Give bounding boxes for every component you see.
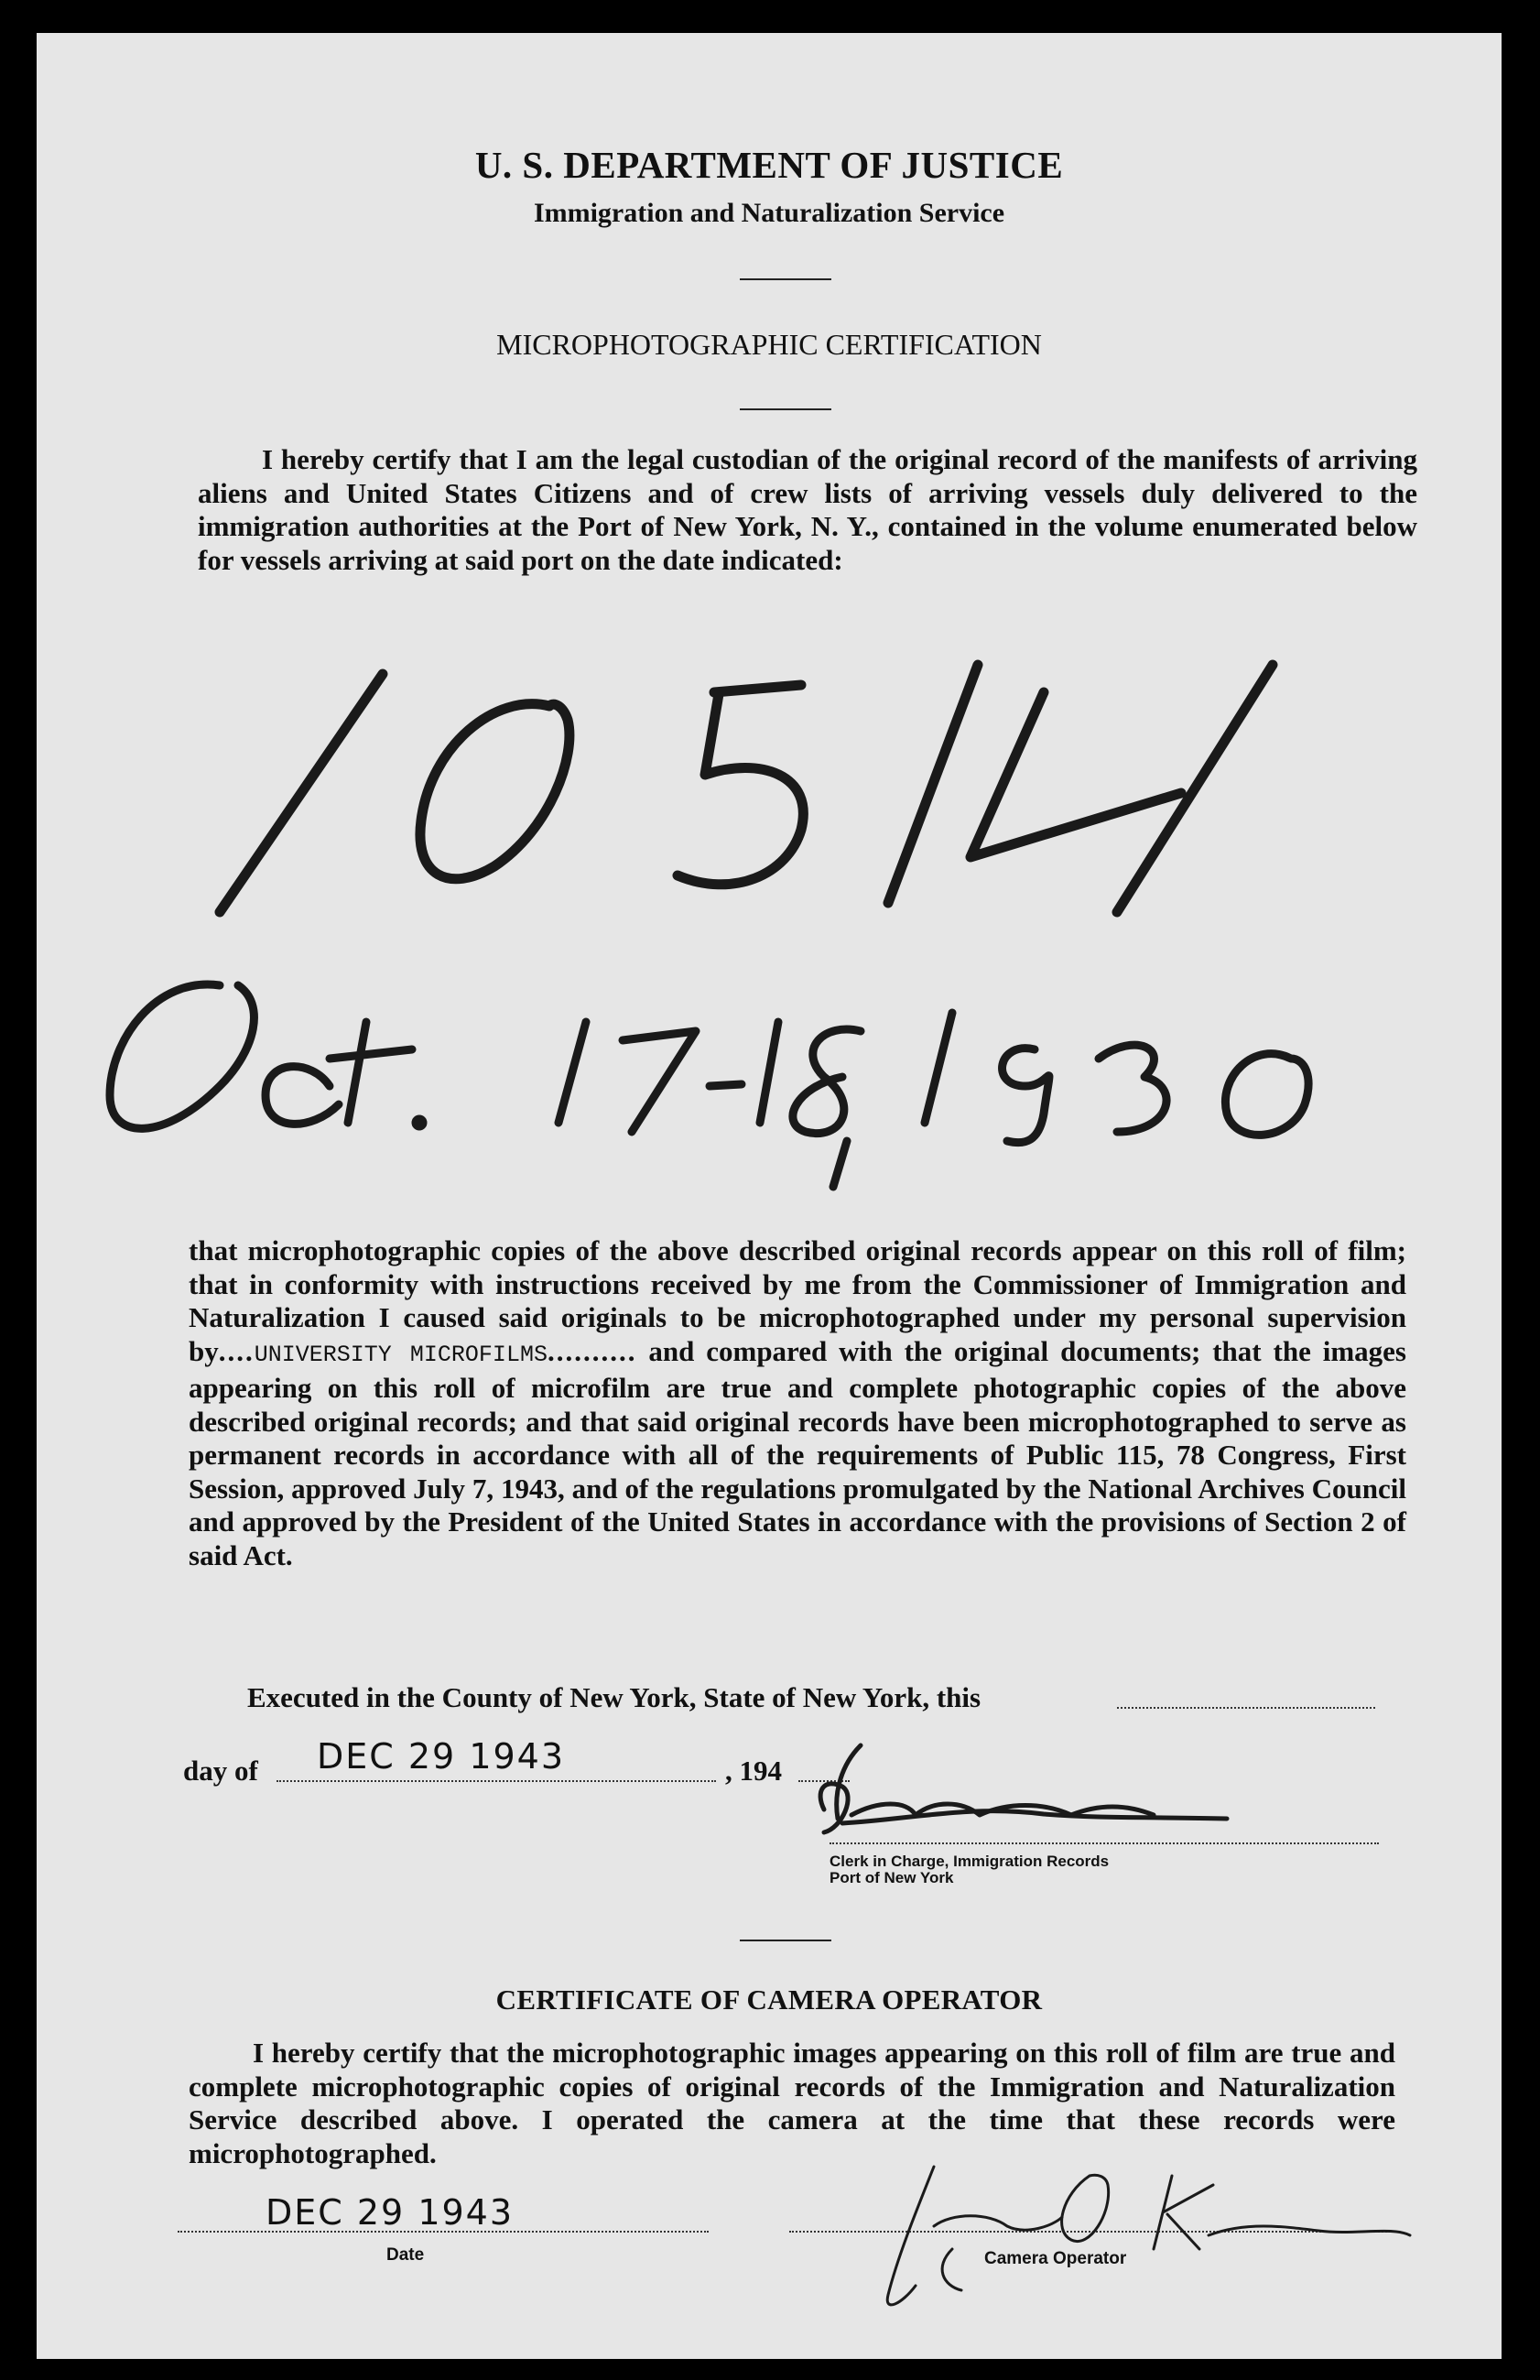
clerk-signature xyxy=(820,1745,1227,1832)
divider xyxy=(740,1940,831,1941)
certification-title: MICROPHOTOGRAPHIC CERTIFICATION xyxy=(496,328,1042,361)
certificate-sheet xyxy=(37,33,1502,2359)
executed-text: Executed in the County of New York, State of New York, this xyxy=(247,1681,981,1713)
executed-day-blank xyxy=(1117,1707,1375,1709)
department-heading: U. S. DEPARTMENT OF JUSTICE xyxy=(474,144,1064,186)
day-of-blank xyxy=(277,1780,716,1782)
clerk-caption xyxy=(830,1853,1109,1886)
microfilm-paragraph-start: that microphotographic copies of the above described original records appear on this roll of film; that in conformity with instructions received by me from the Commissioner of Immigration and Naturalization I caused said originals to be microphotographed under my personal supervision by xyxy=(189,1234,1406,1367)
camera-operator-label: Camera Operator xyxy=(984,2249,1127,2268)
date-label: Date xyxy=(386,2245,425,2265)
day-of-label: day of xyxy=(183,1755,258,1787)
clerk-signature-line xyxy=(830,1842,1379,1844)
clerk-caption-port: Port of New York xyxy=(830,1869,954,1886)
photographer-name: UNIVERSITY MICROFILMS xyxy=(254,1341,548,1368)
microfilm-paragraph: that microphotographic copies of the above described original records appear on this roll of film; that in conformity with instructions received by me from the Commissioner of Immigration and Naturalization I caused said originals to be microphotographed under my personal supervision by....UNIVERSITY MICROFILMS.......... and compared with the original documents; that the images appearing on this roll of microfilm are true and complete photographic copies of the above described original records; and that said original records have been microphotographed to serve as permanent records in accordance with all of the requirements of Public 115, 78 Congress, First Session, approved July 7, 1943, and of the regulations promulgated by the National Archives Council and approved by the President of the United States in accordance with the provisions of Section 2 of said Act. xyxy=(189,1234,1406,1571)
handwritten-volume-number xyxy=(220,665,1273,912)
operator-signature xyxy=(887,2167,1410,2305)
year-field: , 194 xyxy=(725,1755,782,1787)
operator-stamped-date: DEC 29 1943 xyxy=(266,2192,515,2233)
service-subheading: Immigration and Naturalization Service xyxy=(533,198,1005,228)
microfilm-paragraph-end: and compared with the original documents; that the images appearing on this roll of microfilm are true and complete photographic copies of the above described original records; and that said original records have been microphotographed to serve as permanent records in accordance with all of the requirements of Public 115, 78 Congress, First Session, approved July 7, 1943, and of the regulations promulgated by the National Archives Council and approved by the President of the United States in accordance with the provisions of Section 2 of said Act. xyxy=(189,1334,1406,1571)
divider xyxy=(740,278,831,280)
operator-signature-line xyxy=(789,2231,1394,2233)
year-prefix: 194 xyxy=(739,1755,782,1787)
day-of-line xyxy=(183,1755,258,1788)
year-blank xyxy=(798,1780,850,1782)
clerk-stamped-date: DEC 29 1943 xyxy=(317,1736,566,1777)
executed-line xyxy=(247,1681,981,1714)
operator-certificate-title: CERTIFICATE OF CAMERA OPERATOR xyxy=(495,1983,1043,2016)
clerk-caption-title: Clerk in Charge, Immigration Records xyxy=(830,1853,1110,1870)
custodian-paragraph: I hereby certify that I am the legal custodian of the original record of the manifests of arriving aliens and United States Citizens and of crew lists of arriving vessels duly delivered to the immigration authorities at the Port of New York, N. Y., contained in the volume enumerated below for vessels arriving at said port on the date indicated: xyxy=(198,443,1417,576)
operator-paragraph: I hereby certify that the microphotographic images appearing on this roll of film are true and complete microphotographic copies of original records of the Immigration and Naturalization Service described above. I operated the camera at the time that these records were microphotographed. xyxy=(189,2037,1395,2169)
handwritten-volume-date xyxy=(110,984,1308,1187)
divider xyxy=(740,408,831,410)
